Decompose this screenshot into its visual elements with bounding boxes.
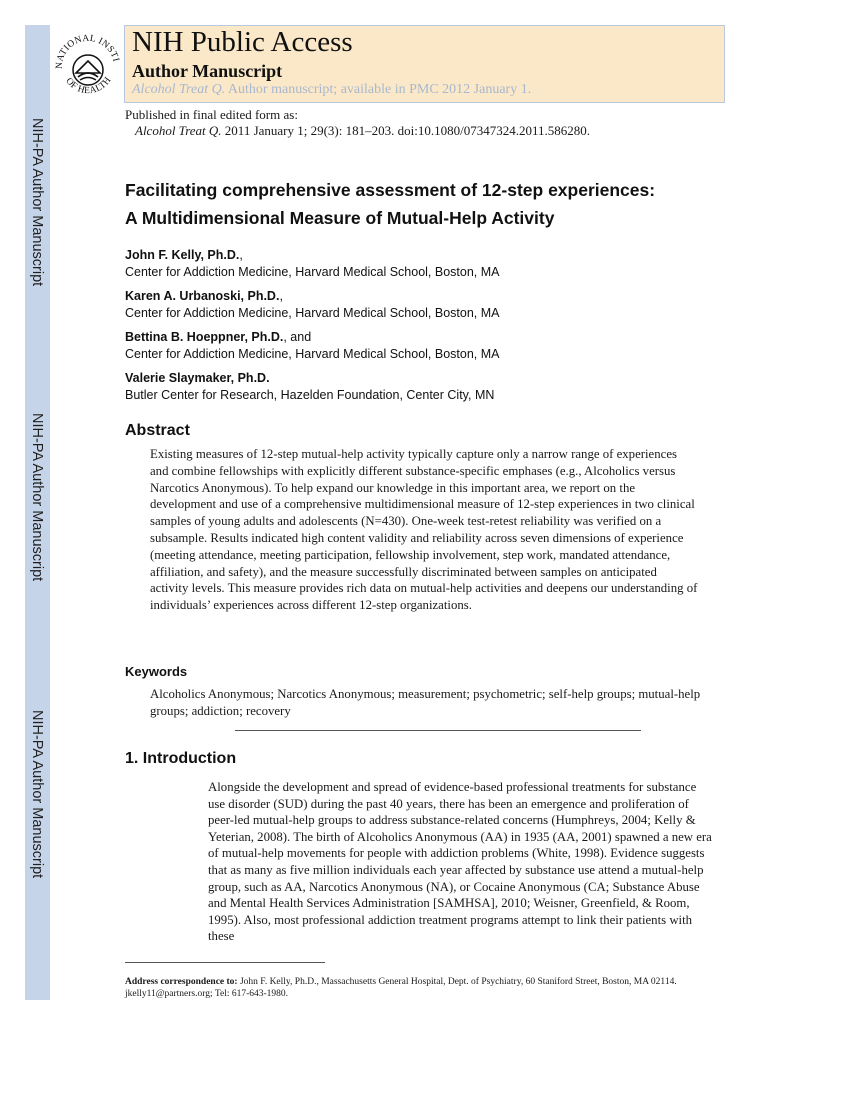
publication-citation: Alcohol Treat Q. 2011 January 1; 29(3): 181–203. doi:10.1080/07347324.2011.586280. xyxy=(135,123,590,138)
author-name: John F. Kelly, Ph.D. xyxy=(125,248,240,262)
header-subtitle: Author Manuscript xyxy=(132,61,283,81)
introduction-text: Alongside the development and spread of evidence-based professional treatments for substance use disorder (SUD) during the past 40 years, there has been an emergence and proliferation of peer-led mutual-help groups to address substance-related concerns (Humphreys, 2004; Kelly & Yeterian, 2008). The birth of Alcoholics Anonymous (AA) in 1935 (AA, 2001) spawned a new era of mutual-help movements for people with addiction problems (White, 1998). Evidence suggests that as many as five million individuals each year affected by substance use attend a mutual-help group, such as AA, Narcotics Anonymous (NA), or Cocaine Anonymous (CA; Substance Abuse and Mental Health Services Administration [SAMHSA], 2010; Weisner, Greenfield, & Room, 1995). Also, most professional addiction treatment programs attempt to link their patients with these xyxy=(208,780,712,944)
paper-title: Facilitating comprehensive assessment of 12-step experiences: A Multidimensional Measure of Mutual-Help Activity xyxy=(125,180,656,228)
nih-header xyxy=(124,25,725,103)
author-name: Bettina B. Hoeppner, Ph.D. xyxy=(125,330,284,344)
publication-line: Published in final edited form as: xyxy=(125,107,298,122)
author-entry xyxy=(125,370,745,404)
abstract-text: Existing measures of 12-step mutual-help activity typically capture only a narrow range of experiences and combine fellowships with explicitly different substance-specific emphases (e.g., Alcoholics versus Narcotics Anonymous). To help expand our knowledge in this important area, we report on the development and use of a comprehensive multidimensional measure of 12-step experiences in two clinical samples of young adults and adolescents (N=430). One-week test-retest reliability was verified on a subsample. Results indicated high content validity and reliability across seven dimensions of experience (meeting attendance, meeting participation, fellowship involvement, step work, mandated attendance, affiliation, and safety), and the measure successfully discriminated between samples on anticipated activity levels. This measure provides rich data on mutual-help activities and deepens our understanding of individuals’ experiences across different 12-step organizations. xyxy=(150,447,698,613)
author-name: Valerie Slaymaker, Ph.D. xyxy=(125,371,270,385)
author-name: Karen A. Urbanoski, Ph.D. xyxy=(125,289,280,303)
author-affiliation: Center for Addiction Medicine, Harvard Medical School, Boston, MA xyxy=(125,347,500,361)
keywords-text: Alcoholics Anonymous; Narcotics Anonymous; measurement; psychometric; self-help groups; mutual-help groups; addiction; recovery xyxy=(150,687,701,718)
header-availability-note: Alcohol Treat Q. Author manuscript; available in PMC 2012 January 1. xyxy=(132,82,532,97)
author-entry: John F. Kelly, Ph.D., Center for Addiction Medicine, Harvard Medical School, Boston, MA xyxy=(125,247,745,281)
introduction-heading: 1. Introduction xyxy=(125,750,237,767)
footnote-divider xyxy=(125,962,325,963)
section-divider xyxy=(235,730,641,731)
svg-text:NATIONAL INSTITUTES: NATIONAL INSTI xyxy=(54,33,121,70)
svg-text:OF HEALTH: OF HEALTH xyxy=(63,75,114,97)
author-entry: Bettina B. Hoeppner, Ph.D., and Center for Addiction Medicine, Harvard Medical School, Boston, MA xyxy=(125,329,745,363)
correspondence-footnote: Address correspondence to: John F. Kelly, Ph.D., Massachusetts General Hospital, Dept. of Psychiatry, 60 Staniford Street, Boston, MA 02114. jkelly11@partners.org; Tel: 617-643-1980. xyxy=(125,977,677,999)
abstract-heading: Abstract xyxy=(125,422,190,439)
header-title: NIH Public Access xyxy=(132,26,353,58)
author-affiliation: Center for Addiction Medicine, Harvard Medical School, Boston, MA xyxy=(125,265,500,279)
publication-info xyxy=(125,107,725,139)
nih-seal-logo xyxy=(50,25,124,103)
author-entry: Karen A. Urbanoski, Ph.D., Center for Addiction Medicine, Harvard Medical School, Boston, MA xyxy=(125,288,745,322)
author-list xyxy=(125,247,745,411)
author-affiliation: Butler Center for Research, Hazelden Foundation, Center City, MN xyxy=(125,388,495,402)
author-affiliation: Center for Addiction Medicine, Harvard Medical School, Boston, MA xyxy=(125,306,500,320)
keywords-heading: Keywords xyxy=(125,664,188,679)
